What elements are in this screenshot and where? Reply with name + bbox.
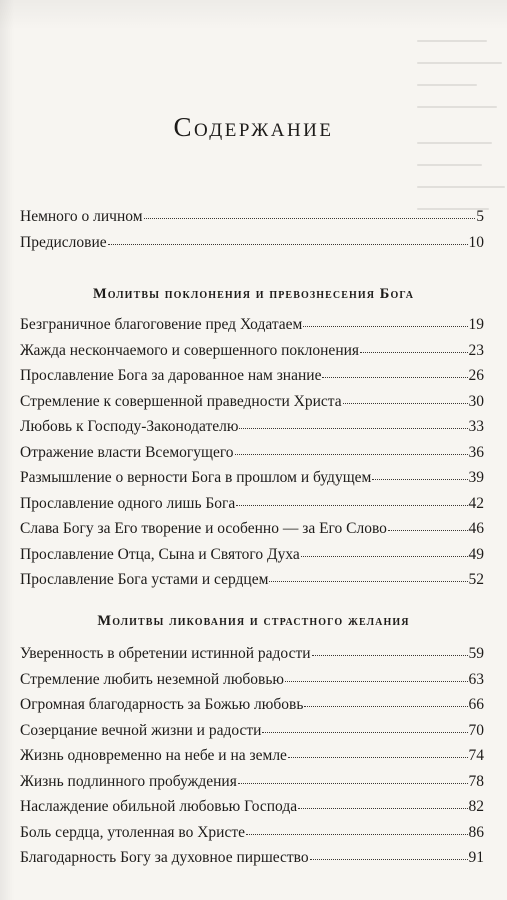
toc-entry-page-number: 63 xyxy=(468,670,484,688)
dot-leader xyxy=(360,341,467,355)
toc-entry-title: Отражение власти Всемогущего xyxy=(20,443,234,461)
toc-entry-title: Уверенность в обретении истинной радости xyxy=(20,645,311,662)
dot-leader xyxy=(312,644,468,658)
toc-entry xyxy=(20,491,484,517)
toc-entry-page-number: 10 xyxy=(468,233,484,251)
toc-entry-title: Созерцание вечной жизни и радости xyxy=(20,721,262,739)
toc-entry-page-number: 86 xyxy=(468,823,484,841)
toc-entry-page-number: 82 xyxy=(468,798,484,815)
toc-entry xyxy=(20,440,484,466)
toc-entry-page-number: 46 xyxy=(468,520,484,537)
toc-entry-title: Стремление любить неземной любовью xyxy=(20,670,285,688)
toc-list-adoration xyxy=(20,312,484,593)
dot-leader xyxy=(304,695,467,709)
dot-leader xyxy=(108,233,468,247)
dot-leader xyxy=(301,545,468,559)
toc-entry xyxy=(20,567,484,593)
toc-entry xyxy=(20,641,484,667)
dot-leader xyxy=(288,746,468,760)
toc-list-intro xyxy=(20,204,484,255)
toc-entry-page-number: 5 xyxy=(476,208,484,225)
toc-entry xyxy=(20,718,484,744)
toc-entry xyxy=(20,363,484,389)
toc-entry xyxy=(20,389,484,415)
toc-entry-page-number: 23 xyxy=(468,341,484,359)
toc-entry-title: Огромная благодарность за Божью любовь xyxy=(20,696,304,713)
toc-entry xyxy=(20,312,484,338)
toc-entry xyxy=(20,692,484,718)
toc-entry-page-number: 19 xyxy=(468,316,484,333)
dot-leader xyxy=(238,772,468,786)
toc-entry-page-number: 33 xyxy=(468,418,484,435)
toc-entry-page-number: 36 xyxy=(468,443,484,461)
toc-list-rejoicing xyxy=(20,641,484,871)
toc-entry xyxy=(20,338,484,364)
toc-entry-page-number: 39 xyxy=(468,469,484,486)
toc-entry-title: Немного о личном xyxy=(20,208,143,225)
dot-leader xyxy=(303,315,467,329)
toc-entry-title: Боль сердца, утоленная во Христе xyxy=(20,823,245,841)
dot-leader xyxy=(322,366,467,380)
toc-entry xyxy=(20,769,484,795)
dot-leader xyxy=(246,823,468,837)
toc-entry-title: Наслаждение обильной любовью Господа xyxy=(20,798,298,815)
dot-leader xyxy=(343,392,468,406)
dot-leader xyxy=(310,848,468,862)
dot-leader xyxy=(239,417,467,431)
toc-entry xyxy=(20,414,484,440)
dot-leader xyxy=(298,797,467,811)
toc-entry xyxy=(20,542,484,568)
toc-entry xyxy=(20,465,484,491)
toc-entry-page-number: 42 xyxy=(468,494,484,512)
toc-entry-title: Предисловие xyxy=(20,233,107,251)
toc-entry-title: Прославление Бога за дарованное нам знание xyxy=(20,367,322,384)
toc-entry-title: Размышление о верности Бога в прошлом и будущем xyxy=(20,469,372,486)
toc-entry xyxy=(20,667,484,693)
toc-entry-title: Любовь к Господу-Законодателю xyxy=(20,418,239,435)
dot-leader xyxy=(285,670,467,684)
dot-leader xyxy=(388,519,468,533)
toc-entry-page-number: 30 xyxy=(468,392,484,410)
toc-entry-page-number: 52 xyxy=(468,571,484,588)
toc-entry xyxy=(20,204,484,230)
toc-entry-title: Прославление одного лишь Бога xyxy=(20,494,236,512)
section-heading-adoration: Молитвы поклонения и превознесения Бога xyxy=(92,286,415,302)
dot-leader xyxy=(235,443,468,457)
toc-entry-page-number: 26 xyxy=(468,367,484,384)
toc-entry-title: Слава Богу за Его творение и особенно — за Его Слово xyxy=(20,520,387,537)
toc-entry-page-number: 78 xyxy=(468,772,484,790)
toc-entry-title: Жизнь одновременно на небе и на земле xyxy=(20,747,287,764)
toc-entry xyxy=(20,794,484,820)
dot-leader xyxy=(372,468,467,482)
toc-entry-page-number: 91 xyxy=(468,849,484,866)
toc-entry xyxy=(20,845,484,871)
toc-entry xyxy=(20,516,484,542)
toc-entry-page-number: 59 xyxy=(468,645,484,662)
page-title: Содержание xyxy=(173,112,334,142)
toc-entry-title: Жажда нескончаемого и совершенного поклонения xyxy=(20,341,360,359)
toc-entry-page-number: 70 xyxy=(468,721,484,739)
dot-leader xyxy=(236,494,467,508)
dot-leader xyxy=(144,207,476,221)
section-heading-rejoicing: Молитвы ликования и страстного желания xyxy=(97,613,410,629)
toc-entry-title: Прославление Бога устами и сердцем xyxy=(20,571,269,588)
toc-entry-title: Прославление Отца, Сына и Святого Духа xyxy=(20,545,300,563)
toc-entry-title: Благодарность Богу за духовное пиршество xyxy=(20,849,309,866)
toc-entry xyxy=(20,820,484,846)
toc-entry-title: Безграничное благоговение пред Ходатаем xyxy=(20,316,303,333)
toc-entry xyxy=(20,230,484,256)
dot-leader xyxy=(269,570,467,584)
toc-entry-page-number: 49 xyxy=(468,545,484,563)
toc-entry-title: Стремление к совершенной праведности Христа xyxy=(20,392,342,410)
toc-entry xyxy=(20,743,484,769)
toc-entry-page-number: 74 xyxy=(468,747,484,764)
dot-leader xyxy=(262,721,467,735)
toc-entry-page-number: 66 xyxy=(468,696,484,713)
toc-entry-title: Жизнь подлинного пробуждения xyxy=(20,772,237,790)
